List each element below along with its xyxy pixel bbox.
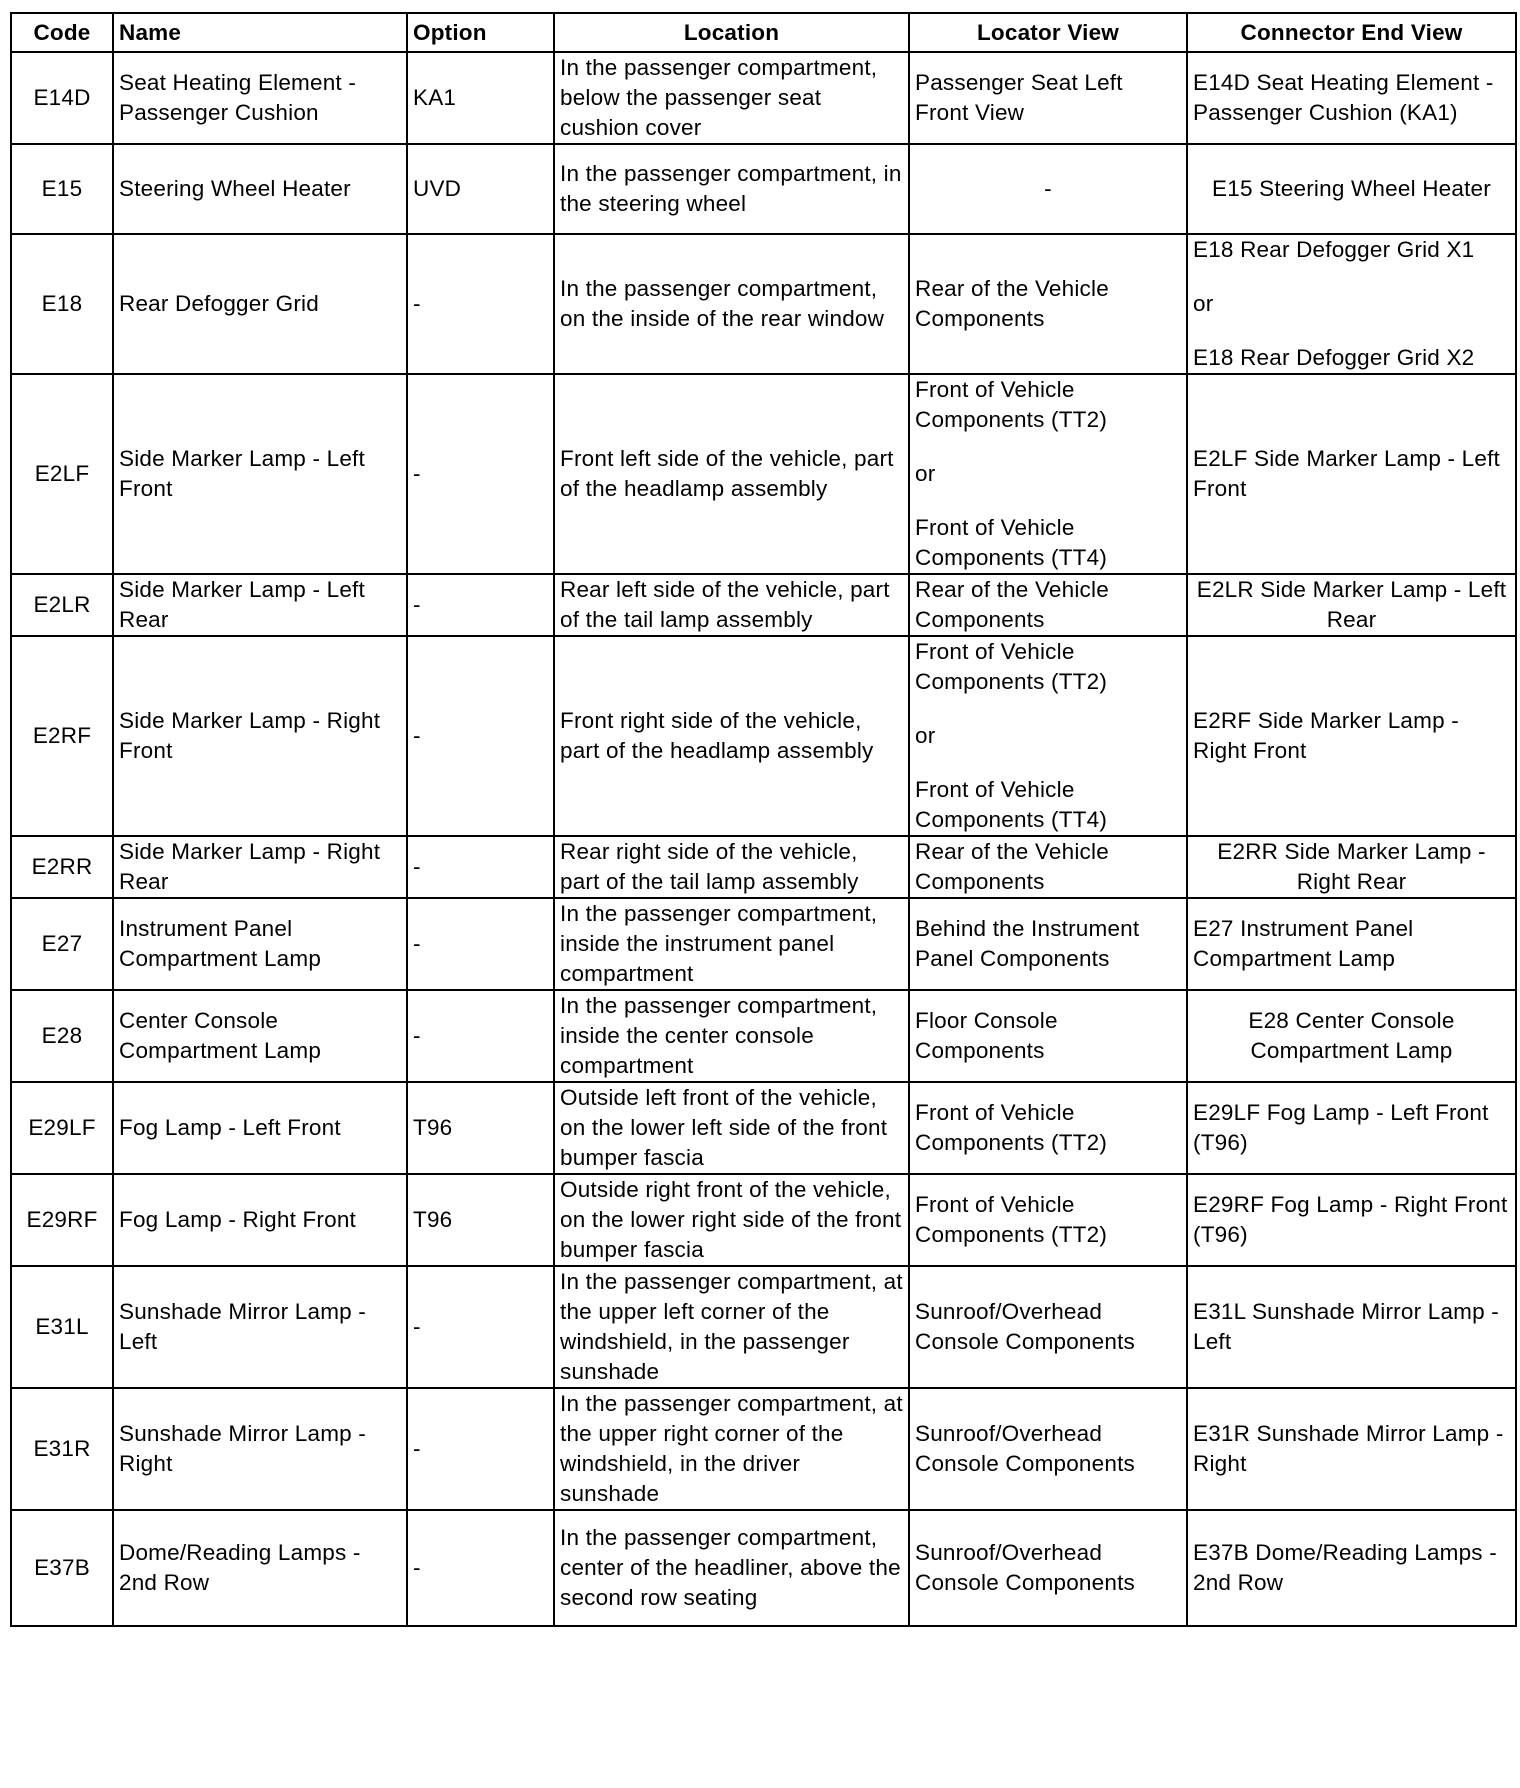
- cell-location: Rear right side of the vehicle, part of the tail lamp assembly: [554, 836, 909, 898]
- locator-view-line: Rear of the Vehicle Components: [915, 577, 1109, 632]
- connector-end-view-line: E2LR Side Marker Lamp - Left Rear: [1196, 577, 1507, 632]
- connector-end-view-line: E2RF Side Marker Lamp - Right Front: [1193, 708, 1459, 763]
- table-row: [11, 234, 1516, 374]
- connector-end-view-line: E28 Center Console Compartment Lamp: [1248, 1008, 1455, 1063]
- cell-option: T96: [407, 1082, 554, 1174]
- cell-option: UVD: [407, 144, 554, 234]
- cell-location: Front right side of the vehicle, part of the headlamp assembly: [554, 636, 909, 836]
- locator-view-line: Sunroof/Overhead Console Components: [915, 1421, 1135, 1476]
- table-row: [11, 636, 1516, 836]
- cell-location: In the passenger compartment, at the upper right corner of the windshield, in the driver sunshade: [554, 1388, 909, 1510]
- cell-option: T96: [407, 1174, 554, 1266]
- connector-end-view-line: E27 Instrument Panel Compartment Lamp: [1193, 916, 1414, 971]
- table-row: [11, 990, 1516, 1082]
- line-gap: [915, 489, 1181, 513]
- cell-connector-end-view: [1187, 574, 1516, 636]
- locator-view-line: Floor Console Components: [915, 1008, 1058, 1063]
- cell-locator-view: [909, 144, 1187, 234]
- cell-code: E37B: [11, 1510, 113, 1626]
- column-header-location: Location: [554, 13, 909, 52]
- connector-end-view-line: E2LF Side Marker Lamp - Left Front: [1193, 446, 1500, 501]
- column-header-code: Code: [11, 13, 113, 52]
- line-gap: [915, 435, 1181, 459]
- cell-name: Fog Lamp - Left Front: [113, 1082, 407, 1174]
- cell-option: KA1: [407, 52, 554, 144]
- table-row: [11, 52, 1516, 144]
- cell-connector-end-view: [1187, 52, 1516, 144]
- cell-connector-end-view: [1187, 990, 1516, 1082]
- column-header-locator-view: Locator View: [909, 13, 1187, 52]
- connector-end-view-line: E37B Dome/Reading Lamps - 2nd Row: [1193, 1540, 1497, 1595]
- connector-end-view-line: E18 Rear Defogger Grid X1: [1193, 237, 1475, 262]
- connector-end-view-line: E31L Sunshade Mirror Lamp - Left: [1193, 1299, 1499, 1354]
- cell-code: E28: [11, 990, 113, 1082]
- cell-location: Rear left side of the vehicle, part of the tail lamp assembly: [554, 574, 909, 636]
- cell-code: E2RR: [11, 836, 113, 898]
- cell-name: Steering Wheel Heater: [113, 144, 407, 234]
- locator-view-line: -: [1044, 176, 1052, 201]
- cell-option: -: [407, 636, 554, 836]
- cell-locator-view: [909, 1082, 1187, 1174]
- cell-locator-view: [909, 374, 1187, 574]
- locator-view-line: Front of Vehicle Components (TT2): [915, 1100, 1108, 1155]
- connector-end-view-line: or: [1193, 291, 1214, 316]
- cell-name: Side Marker Lamp - Left Front: [113, 374, 407, 574]
- cell-name: Side Marker Lamp - Left Rear: [113, 574, 407, 636]
- cell-locator-view: [909, 836, 1187, 898]
- cell-connector-end-view: [1187, 1174, 1516, 1266]
- line-gap: [1193, 265, 1510, 289]
- locator-view-line: Sunroof/Overhead Console Components: [915, 1299, 1135, 1354]
- component-locator-table: [10, 12, 1517, 1627]
- locator-view-line: Sunroof/Overhead Console Components: [915, 1540, 1135, 1595]
- cell-code: E31R: [11, 1388, 113, 1510]
- table-row: [11, 1510, 1516, 1626]
- column-header-connector-end-view: Connector End View: [1187, 13, 1516, 52]
- connector-end-view-line: E31R Sunshade Mirror Lamp - Right: [1193, 1421, 1504, 1476]
- cell-option: -: [407, 1388, 554, 1510]
- cell-option: -: [407, 234, 554, 374]
- column-header-name: Name: [113, 13, 407, 52]
- locator-view-line: or: [915, 723, 936, 748]
- cell-locator-view: [909, 234, 1187, 374]
- connector-end-view-line: E15 Steering Wheel Heater: [1212, 176, 1491, 201]
- connector-end-view-line: E14D Seat Heating Element - Passenger Cushion (KA1): [1193, 70, 1494, 125]
- cell-name: Seat Heating Element - Passenger Cushion: [113, 52, 407, 144]
- cell-locator-view: [909, 1266, 1187, 1388]
- locator-view-line: or: [915, 461, 936, 486]
- table-row: [11, 1082, 1516, 1174]
- cell-locator-view: [909, 52, 1187, 144]
- cell-name: Side Marker Lamp - Right Rear: [113, 836, 407, 898]
- cell-location: In the passenger compartment, inside the instrument panel compartment: [554, 898, 909, 990]
- line-gap: [1193, 319, 1510, 343]
- cell-location: Front left side of the vehicle, part of the headlamp assembly: [554, 374, 909, 574]
- cell-locator-view: [909, 636, 1187, 836]
- cell-name: Side Marker Lamp - Right Front: [113, 636, 407, 836]
- cell-name: Center Console Compartment Lamp: [113, 990, 407, 1082]
- cell-code: E27: [11, 898, 113, 990]
- cell-name: Sunshade Mirror Lamp - Left: [113, 1266, 407, 1388]
- table-row: [11, 144, 1516, 234]
- cell-code: E18: [11, 234, 113, 374]
- cell-connector-end-view: [1187, 1266, 1516, 1388]
- column-header-option: Option: [407, 13, 554, 52]
- locator-view-line: Behind the Instrument Panel Components: [915, 916, 1140, 971]
- cell-location: In the passenger compartment, below the passenger seat cushion cover: [554, 52, 909, 144]
- cell-location: Outside left front of the vehicle, on the lower left side of the front bumper fascia: [554, 1082, 909, 1174]
- line-gap: [915, 697, 1181, 721]
- cell-locator-view: [909, 898, 1187, 990]
- cell-locator-view: [909, 1388, 1187, 1510]
- cell-option: -: [407, 574, 554, 636]
- cell-name: Instrument Panel Compartment Lamp: [113, 898, 407, 990]
- cell-name: Dome/Reading Lamps - 2nd Row: [113, 1510, 407, 1626]
- connector-end-view-line: E2RR Side Marker Lamp - Right Rear: [1217, 839, 1486, 894]
- locator-view-line: Rear of the Vehicle Components: [915, 839, 1109, 894]
- cell-connector-end-view: [1187, 636, 1516, 836]
- cell-code: E2LF: [11, 374, 113, 574]
- locator-view-line: Front of Vehicle Components (TT4): [915, 777, 1108, 832]
- cell-connector-end-view: [1187, 1510, 1516, 1626]
- table-body: [11, 52, 1516, 1626]
- cell-option: -: [407, 990, 554, 1082]
- locator-view-line: Front of Vehicle Components (TT4): [915, 515, 1108, 570]
- cell-location: In the passenger compartment, on the inside of the rear window: [554, 234, 909, 374]
- locator-view-line: Front of Vehicle Components (TT2): [915, 377, 1108, 432]
- cell-connector-end-view: [1187, 898, 1516, 990]
- locator-view-line: Rear of the Vehicle Components: [915, 276, 1109, 331]
- cell-connector-end-view: [1187, 1388, 1516, 1510]
- cell-location: In the passenger compartment, inside the center console compartment: [554, 990, 909, 1082]
- cell-connector-end-view: [1187, 234, 1516, 374]
- table-header-row: [11, 13, 1516, 52]
- locator-view-line: Front of Vehicle Components (TT2): [915, 1192, 1108, 1247]
- table-row: [11, 374, 1516, 574]
- table-row: [11, 1266, 1516, 1388]
- table-row: [11, 1174, 1516, 1266]
- cell-option: -: [407, 1266, 554, 1388]
- cell-location: In the passenger compartment, at the upper left corner of the windshield, in the passenger sunshade: [554, 1266, 909, 1388]
- cell-option: -: [407, 836, 554, 898]
- cell-code: E2LR: [11, 574, 113, 636]
- cell-code: E31L: [11, 1266, 113, 1388]
- table-row: [11, 1388, 1516, 1510]
- cell-code: E29RF: [11, 1174, 113, 1266]
- cell-locator-view: [909, 574, 1187, 636]
- cell-name: Rear Defogger Grid: [113, 234, 407, 374]
- connector-end-view-line: E18 Rear Defogger Grid X2: [1193, 345, 1475, 370]
- cell-connector-end-view: [1187, 836, 1516, 898]
- connector-end-view-line: E29LF Fog Lamp - Left Front (T96): [1193, 1100, 1489, 1155]
- table-row: [11, 898, 1516, 990]
- cell-connector-end-view: [1187, 374, 1516, 574]
- table-row: [11, 574, 1516, 636]
- cell-locator-view: [909, 990, 1187, 1082]
- cell-connector-end-view: [1187, 1082, 1516, 1174]
- cell-option: -: [407, 898, 554, 990]
- cell-locator-view: [909, 1174, 1187, 1266]
- cell-location: In the passenger compartment, in the steering wheel: [554, 144, 909, 234]
- cell-option: -: [407, 374, 554, 574]
- cell-code: E14D: [11, 52, 113, 144]
- cell-connector-end-view: [1187, 144, 1516, 234]
- cell-code: E29LF: [11, 1082, 113, 1174]
- cell-locator-view: [909, 1510, 1187, 1626]
- cell-name: Sunshade Mirror Lamp - Right: [113, 1388, 407, 1510]
- cell-code: E2RF: [11, 636, 113, 836]
- locator-view-line: Front of Vehicle Components (TT2): [915, 639, 1108, 694]
- locator-view-line: Passenger Seat Left Front View: [915, 70, 1123, 125]
- cell-name: Fog Lamp - Right Front: [113, 1174, 407, 1266]
- cell-location: Outside right front of the vehicle, on the lower right side of the front bumper fascia: [554, 1174, 909, 1266]
- cell-location: In the passenger compartment, center of the headliner, above the second row seating: [554, 1510, 909, 1626]
- cell-code: E15: [11, 144, 113, 234]
- connector-end-view-line: E29RF Fog Lamp - Right Front (T96): [1193, 1192, 1508, 1247]
- table-row: [11, 836, 1516, 898]
- line-gap: [915, 751, 1181, 775]
- cell-option: -: [407, 1510, 554, 1626]
